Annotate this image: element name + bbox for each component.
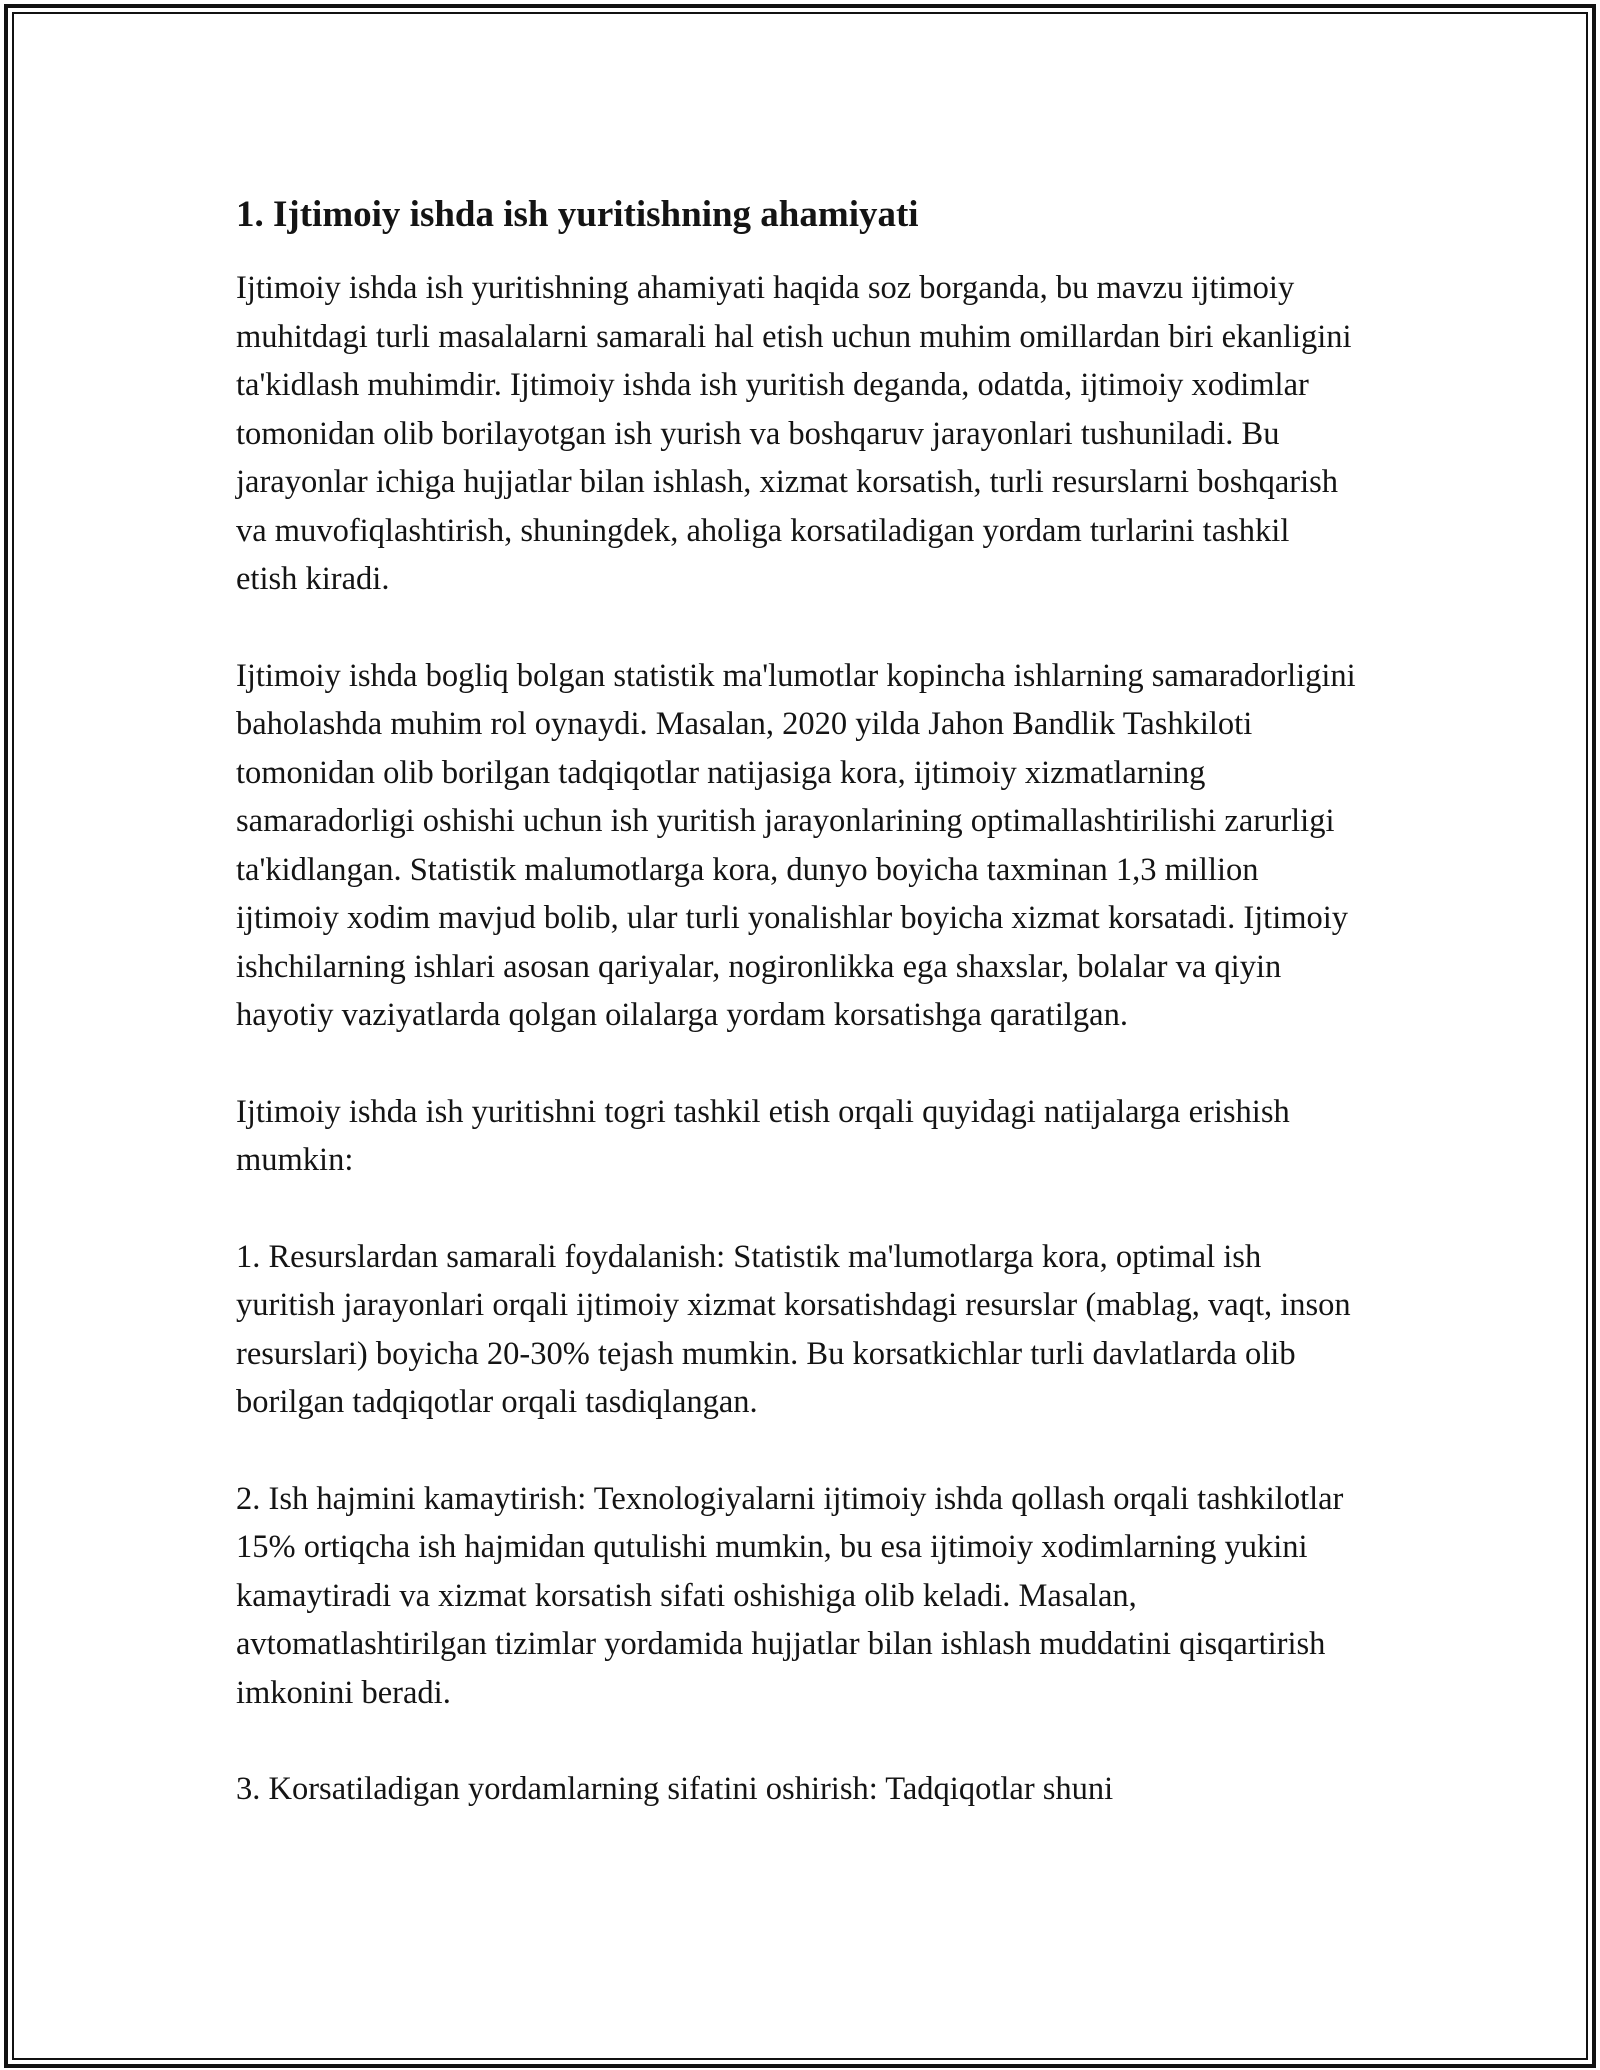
list-item-resources: 1. Resurslardan samarali foydalanish: Statistik ma'lumotlarga kora, optimal ish yuritish jarayonlari orqali ijtimoiy xizmat korsatishdagi resurslar (mablag, vaqt, inson resurslari) boyicha 20-30% tejash mumkin. Bu korsatkichlar turli davlatlarda olib borilgan tadqiqotlar orqali tasdiqlangan. bbox=[236, 1238, 1351, 1420]
document-body bbox=[236, 186, 1356, 1862]
paragraph-results-intro: Ijtimoiy ishda ish yuritishni togri tashkil etish orqali quyidagi natijalarga erishish mumkin: bbox=[236, 1093, 1290, 1178]
paragraph-intro: Ijtimoiy ishda ish yuritishning ahamiyati haqida soz borganda, bu mavzu ijtimoiy muhitdagi turli masalalarni samarali hal etish uchun muhim omillardan biri ekanligini ta'kidlash muhimdir. Ijtimoiy ishda ish yuritish deganda, odatda, ijtimoiy xodimlar tomonidan olib borilayotgan ish yurish va boshqaruv jarayonlari tushuniladi. Bu jarayonlar ichiga hujjatlar bilan ishlash, xizmat korsatish, turli resurslarni boshqarish va muvofiqlashtirish, shuningdek, aholiga korsatiladigan yordam turlarini tashkil etish kiradi. bbox=[236, 270, 1352, 597]
list-item-workload: 2. Ish hajmini kamaytirish: Texnologiyalarni ijtimoiy ishda qollash orqali tashkilotlar 15% ortiqcha ish hajmidan qutulishi mumkin, bu esa ijtimoiy xodimlarning yukini kamaytiradi va xizmat korsatish sifati oshishiga olib keladi. Masalan, avtomatlashtirilgan tizimlar yordamida hujjatlar bilan ishlash muddatini qisqartirish imkonini beradi. bbox=[236, 1480, 1344, 1711]
section-heading: 1. Ijtimoiy ishda ish yuritishning ahamiyati bbox=[236, 194, 919, 235]
paragraph-statistics: Ijtimoiy ishda bogliq bolgan statistik ma'lumotlar kopincha ishlarning samaradorligini baholashda muhim rol oynaydi. Masalan, 2020 yilda Jahon Bandlik Tashkiloti tomonidan olib borilgan tadqiqotlar natijasiga kora, ijtimoiy xizmatlarning samaradorligi oshishi uchun ish yuritish jarayonlarining optimallashtirilishi zarurligi ta'kidlangan. Statistik malumotlarga kora, dunyo boyicha taxminan 1,3 million ijtimoiy xodim mavjud bolib, ular turli yonalishlar boyicha xizmat korsatadi. Ijtimoiy ishchilarning ishlari asosan qariyalar, nogironlikka ega shaxslar, bolalar va qiyin hayotiy vaziyatlarda qolgan oilalarga yordam korsatishga qaratilgan. bbox=[236, 657, 1356, 1033]
list-item-quality: 3. Korsatiladigan yordamlarning sifatini oshirish: Tadqiqotlar shuni bbox=[236, 1771, 1114, 1807]
